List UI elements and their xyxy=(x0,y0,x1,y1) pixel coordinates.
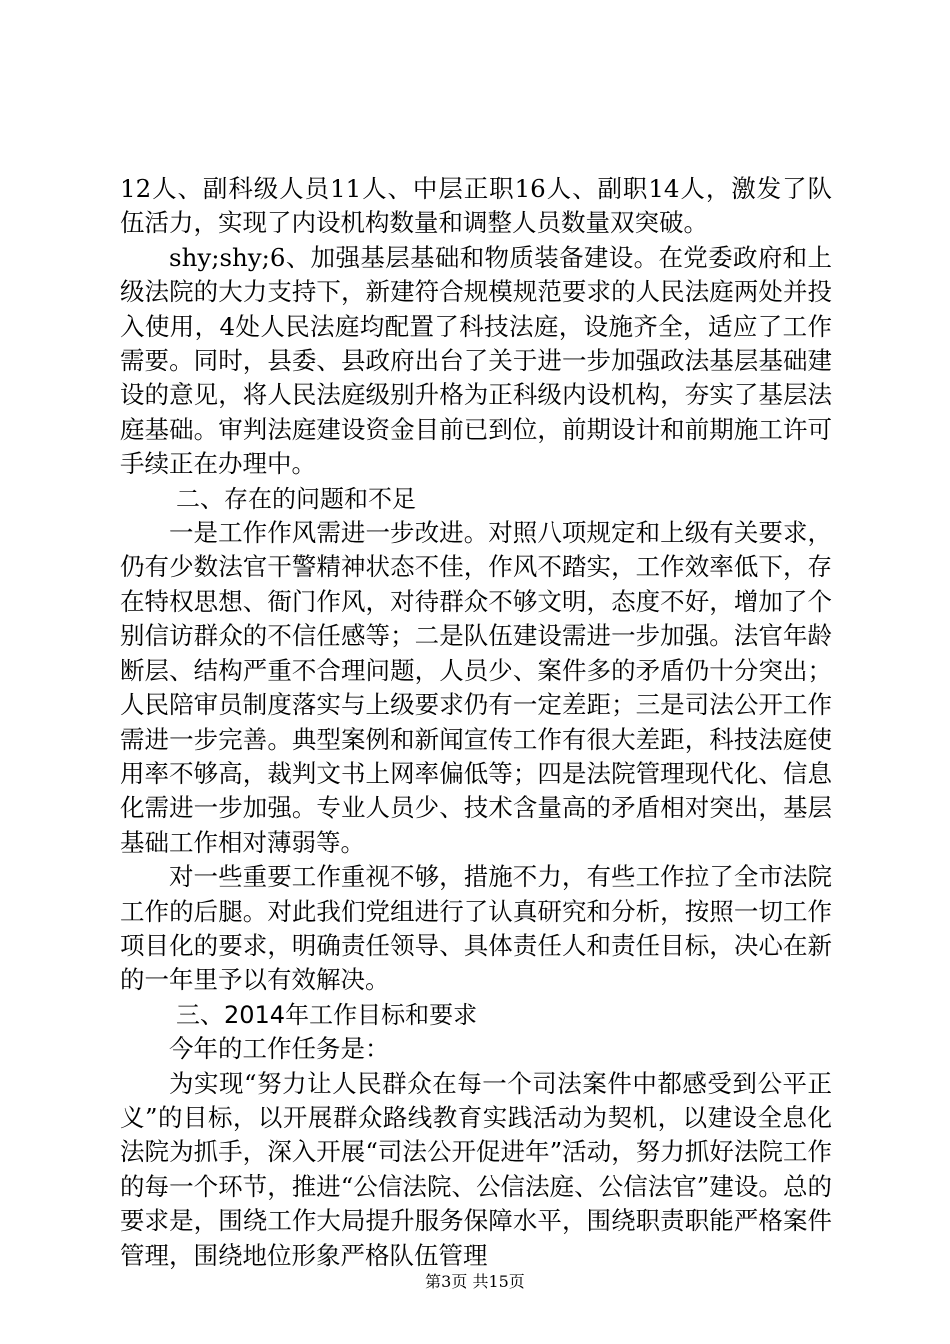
paragraph-problems-response: 对一些重要工作重视不够，措施不力，有些工作拉了全市法院工作的后腿。对此我们党组进行了认真研究和分析，按照一切工作项目化的要求，明确责任领导、具体责任人和责任目标，决心在新的一年里予以有效解决。 xyxy=(120,862,832,995)
paragraph-problems-list: 一是工作作风需进一步改进。对照八项规定和上级有关要求，仍有少数法官干警精神状态不佳，作风不踏实，工作效率低下，存在特权思想、衙门作风，对待群众不够文明，态度不好，增加了个别信访群众的不信任感等；二是队伍建设需进一步加强。法官年龄断层、结构严重不合理问题，人员少、案件多的矛盾仍十分突出；人民陪审员制度落实与上级要求仍有一定差距；三是司法公开工作需进一步完善。典型案例和新闻宣传工作有很大差距，科技法庭使用率不够高，裁判文书上网率偏低等；四是法院管理现代化、信息化需进一步加强。专业人员少、技术含量高的矛盾相对突出，基层基础工作相对薄弱等。 xyxy=(120,518,832,857)
section-heading-problems: 二、存在的问题和不足 xyxy=(176,484,416,513)
paragraph-6-infrastructure: shy;shy;6、加强基层基础和物质装备建设。在党委政府和上级法院的大力支持下，新建符合规模规范要求的人民法庭两处并投入使用，4处人民法庭均配置了科技法庭，设施齐全，适应了工作需要。同时，县委、县政府出台了关于进一步加强政法基层基础建设的意见，将人民法庭级别升格为正科级内设机构，夯实了基层法庭基础。审判法庭建设资金目前已到位，前期设计和前期施工许可手续正在办理中。 xyxy=(120,242,832,479)
page-number-footer: 第3页 共15页 xyxy=(425,1272,525,1291)
paragraph-tasks-intro: 今年的工作任务是： xyxy=(169,1034,390,1064)
paragraph-tasks-detail: 为实现“努力让人民群众在每一个司法案件中都感受到公平正义”的目标，以开展群众路线教育实践活动为契机，以建设全息化法院为抓手，深入开展“司法公开促进年”活动，努力抓好法院工作的每一个环节，推进“公信法院、公信法庭、公信法官”建设。总的要求是，围绕工作大局提升服务保障水平，围绕职责职能严格案件管理，围绕地位形象严格队伍管理 xyxy=(120,1068,832,1270)
section-heading-goals: 三、2014年工作目标和要求 xyxy=(176,1000,478,1029)
paragraph-1-continuation: 12人、副科级人员11人、中层正职16人、副职14人，激发了队伍活力，实现了内设机构数量和调整人员数量双突破。 xyxy=(120,174,832,238)
document-body xyxy=(120,172,832,1273)
